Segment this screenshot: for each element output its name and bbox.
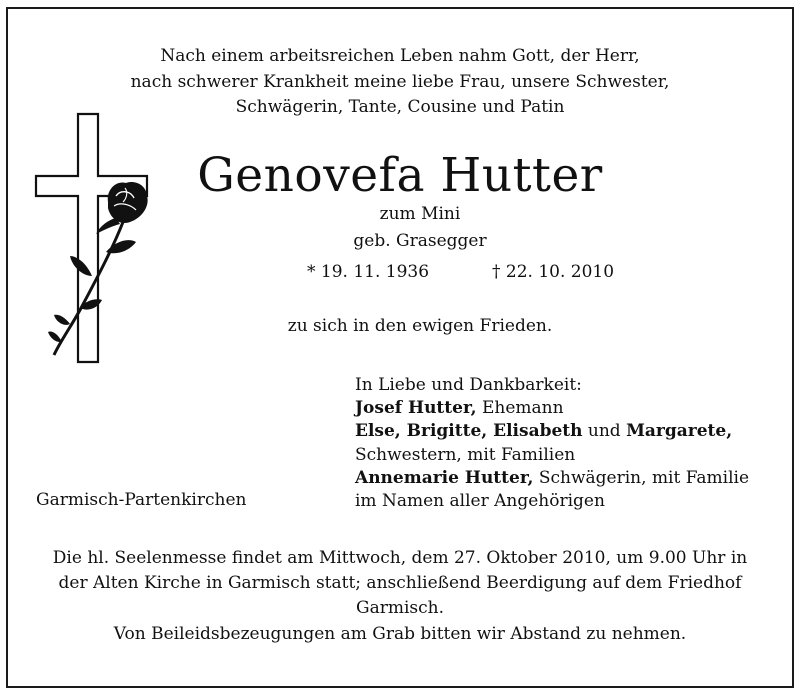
mourner-line-1 — [355, 397, 749, 420]
mourner-name-2: Margarete, — [626, 421, 733, 442]
mourners-list — [355, 374, 749, 513]
mourner-name: Josef Hutter, — [355, 398, 477, 419]
birth-date: * 19. 11. 1936 — [307, 262, 430, 282]
mourner-relation: Ehemann — [476, 398, 564, 419]
mourner-conjunction: und — [582, 421, 627, 442]
mourner-line-3: Schwestern, mit Familien — [355, 444, 576, 465]
condolence-note: Von Beileidsbezeugungen am Grab bitten wir Abstand zu nehmen. — [113, 624, 687, 644]
mass-notice — [0, 546, 800, 621]
place-name: Garmisch-Partenkirchen — [36, 490, 247, 510]
mourner-line-2 — [355, 420, 749, 443]
intro-line-2: nach schwerer Krankheit meine liebe Frau, unsere Schwester, — [130, 71, 670, 92]
mass-line-2: der Alten Kirche in Garmisch statt; anschließend Beerdigung auf dem Friedhof — [58, 573, 742, 593]
death-date: † 22. 10. 2010 — [492, 262, 615, 282]
mourner-line-5: im Namen aller Angehörigen — [355, 491, 605, 512]
peace-line: zu sich in den ewigen Frieden. — [287, 316, 553, 336]
mourner-line-4 — [355, 467, 749, 490]
deceased-name: Genovefa Hutter — [197, 148, 603, 203]
mass-line-1: Die hl. Seelenmesse findet am Mittwoch, dem 27. Oktober 2010, um 9.00 Uhr in — [52, 548, 748, 568]
intro-line-1: Nach einem arbeitsreichen Leben nahm Gott, der Herr, — [160, 46, 640, 66]
mourner-relation-3: Schwägerin, mit Familie — [533, 467, 749, 488]
mourner-name-3: Annemarie Hutter, — [355, 467, 534, 488]
mourner-names: Else, Brigitte, Elisabeth — [355, 421, 583, 442]
nickname: zum Mini — [379, 204, 461, 224]
birth-name: geb. Grasegger — [353, 231, 487, 251]
mourners-heading: In Liebe und Dankbarkeit: — [355, 375, 582, 395]
mass-line-3: Garmisch. — [356, 598, 444, 618]
intro-line-3: Schwägerin, Tante, Cousine und Patin — [235, 97, 565, 117]
